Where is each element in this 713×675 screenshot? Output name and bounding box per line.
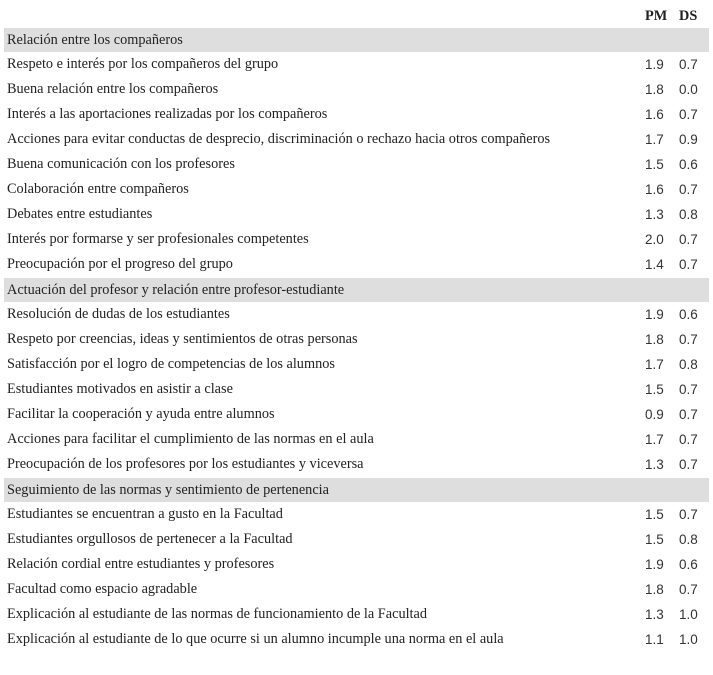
section-header-row	[4, 478, 709, 503]
table-row	[4, 327, 709, 352]
table-row	[4, 452, 709, 478]
pm-value: 1.6	[645, 107, 664, 122]
ds-value: 1.0	[679, 607, 698, 622]
table-row	[4, 602, 709, 627]
table-row	[4, 177, 709, 202]
row-label: Respeto e interés por los compañeros del grupo	[7, 56, 279, 72]
pm-value: 1.5	[645, 157, 664, 172]
row-label: Relación cordial entre estudiantes y profesores	[7, 556, 275, 572]
ds-value: 0.8	[679, 357, 698, 372]
pm-value: 1.7	[645, 357, 664, 372]
pm-value: 1.3	[645, 457, 664, 472]
pm-value: 1.5	[645, 382, 664, 397]
ds-value: 0.7	[679, 407, 698, 422]
row-label: Facilitar la cooperación y ayuda entre alumnos	[7, 406, 275, 422]
pm-value: 1.9	[645, 57, 664, 72]
row-label: Resolución de dudas de los estudiantes	[7, 306, 230, 322]
ds-value: 0.8	[679, 207, 698, 222]
table-row	[4, 52, 709, 77]
row-label: Estudiantes orgullosos de pertenecer a la Facultad	[7, 531, 293, 547]
ds-value: 0.7	[679, 432, 698, 447]
row-label: Acciones para facilitar el cumplimiento de las normas en el aula	[7, 431, 374, 447]
row-label: Estudiantes motivados en asistir a clase	[7, 381, 233, 397]
section-title: Relación entre los compañeros	[4, 28, 709, 53]
row-label: Preocupación de los profesores por los estudiantes y viceversa	[7, 456, 364, 472]
pm-value: 1.4	[645, 257, 664, 272]
table-row	[4, 77, 709, 102]
ds-value: 0.6	[679, 557, 698, 572]
table-row	[4, 352, 709, 377]
table-row	[4, 102, 709, 127]
pm-value: 1.9	[645, 307, 664, 322]
ds-value: 0.9	[679, 132, 698, 147]
row-label: Buena relación entre los compañeros	[7, 81, 219, 97]
ds-value: 0.7	[679, 257, 698, 272]
section-title: Seguimiento de las normas y sentimiento de pertenencia	[4, 478, 709, 503]
row-label: Acciones para evitar conductas de desprecio, discriminación o rechazo hacia otros compañeros	[7, 131, 551, 147]
row-label: Explicación al estudiante de las normas de funcionamiento de la Facultad	[7, 606, 428, 622]
pm-value: 1.7	[645, 432, 664, 447]
pm-value: 1.8	[645, 82, 664, 97]
table-row	[4, 202, 709, 227]
pm-value: 0.9	[645, 407, 664, 422]
ds-value: 0.7	[679, 232, 698, 247]
ds-value: 0.7	[679, 382, 698, 397]
table-row	[4, 302, 709, 327]
table-row	[4, 502, 709, 527]
results-table	[4, 5, 709, 652]
row-label: Colaboración entre compañeros	[7, 181, 189, 197]
header-row	[4, 5, 709, 28]
table-row	[4, 402, 709, 427]
pm-value: 1.1	[645, 632, 664, 647]
pm-value: 1.6	[645, 182, 664, 197]
ds-value: 0.8	[679, 532, 698, 547]
ds-value: 0.7	[679, 107, 698, 122]
row-label: Preocupación por el progreso del grupo	[7, 256, 233, 272]
row-label: Debates entre estudiantes	[7, 206, 153, 222]
ds-value: 0.6	[679, 307, 698, 322]
row-label: Buena comunicación con los profesores	[7, 156, 235, 172]
table-row	[4, 227, 709, 252]
table-row	[4, 552, 709, 577]
pm-value: 1.7	[645, 132, 664, 147]
row-label: Respeto por creencias, ideas y sentimientos de otras personas	[7, 331, 358, 347]
row-label: Interés a las aportaciones realizadas por los compañeros	[7, 106, 328, 122]
pm-value: 1.5	[645, 507, 664, 522]
section-header-row	[4, 278, 709, 303]
ds-value: 1.0	[679, 632, 698, 647]
table-row	[4, 427, 709, 452]
ds-value: 0.0	[679, 82, 698, 97]
ds-value: 0.7	[679, 507, 698, 522]
ds-value: 0.7	[679, 457, 698, 472]
table-row	[4, 127, 709, 152]
row-label: Interés por formarse y ser profesionales competentes	[7, 231, 309, 247]
ds-column-header: DS	[679, 7, 698, 24]
label-column-header	[4, 5, 641, 28]
section-header-row	[4, 28, 709, 53]
row-label: Explicación al estudiante de lo que ocurre si un alumno incumple una norma en el aula	[7, 631, 504, 647]
table-row	[4, 152, 709, 177]
pm-value: 1.5	[645, 532, 664, 547]
table-row	[4, 577, 709, 602]
table-row	[4, 627, 709, 652]
ds-value: 0.6	[679, 157, 698, 172]
pm-column-header: PM	[645, 7, 668, 24]
pm-value: 1.9	[645, 557, 664, 572]
table-row	[4, 252, 709, 278]
row-label: Estudiantes se encuentran a gusto en la Facultad	[7, 506, 283, 522]
row-label: Satisfacción por el logro de competencias de los alumnos	[7, 356, 335, 372]
pm-value: 1.8	[645, 332, 664, 347]
table-row	[4, 527, 709, 552]
table-row	[4, 377, 709, 402]
pm-value: 1.3	[645, 207, 664, 222]
ds-value: 0.7	[679, 182, 698, 197]
row-label: Facultad como espacio agradable	[7, 581, 198, 597]
ds-value: 0.7	[679, 582, 698, 597]
section-title: Actuación del profesor y relación entre profesor-estudiante	[4, 278, 709, 303]
ds-value: 0.7	[679, 57, 698, 72]
pm-value: 1.8	[645, 582, 664, 597]
ds-value: 0.7	[679, 332, 698, 347]
pm-value: 1.3	[645, 607, 664, 622]
table-body	[4, 28, 709, 653]
pm-value: 2.0	[645, 232, 664, 247]
